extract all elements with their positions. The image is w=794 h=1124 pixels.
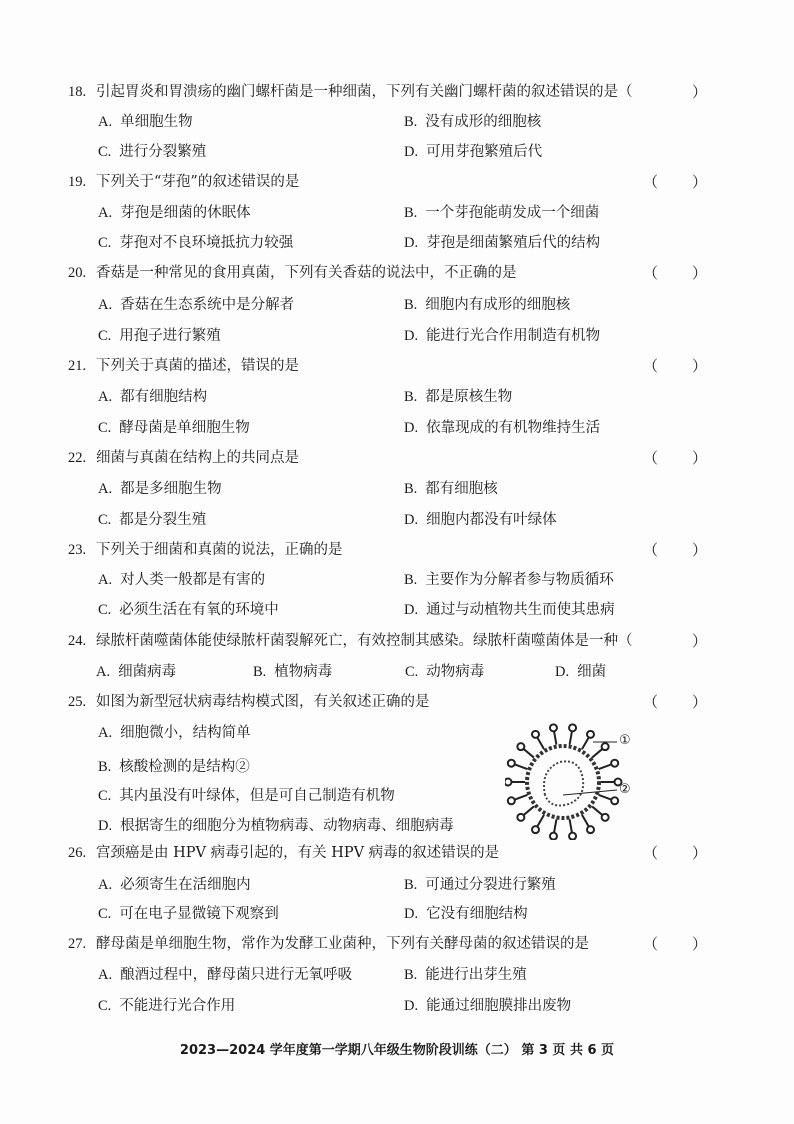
answer-option xyxy=(98,817,454,835)
question-stem: 下列关于真菌的描述，错误的是 xyxy=(96,358,299,374)
option-label: C. xyxy=(98,512,112,528)
spike-head xyxy=(569,724,576,731)
answer-option xyxy=(404,601,615,619)
spike-protein xyxy=(570,819,572,833)
answer-option xyxy=(98,601,279,619)
answer-paren-close: ） xyxy=(692,632,708,650)
option-label: C. xyxy=(98,602,112,618)
spike-protein xyxy=(537,815,544,827)
option-text: 细胞内有成形的细胞核 xyxy=(425,297,571,313)
spike-head xyxy=(611,760,618,767)
spike-head xyxy=(517,814,524,821)
option-text: 芽孢对不良环境抵抗力较强 xyxy=(119,235,294,251)
answer-option xyxy=(98,724,251,742)
question-number: 20. xyxy=(68,265,87,281)
option-text: 细菌 xyxy=(577,664,607,680)
option-text: 可在电子显微镜下观察到 xyxy=(119,906,279,922)
answer-option xyxy=(404,571,614,589)
option-label: D. xyxy=(404,512,419,528)
answer-option xyxy=(98,388,207,406)
answer-option xyxy=(98,204,251,222)
question-number: 22. xyxy=(68,450,87,466)
option-text: 香菇在生态系统中是分解者 xyxy=(120,297,295,313)
question-number: 19. xyxy=(68,174,87,190)
option-text: 进行分裂繁殖 xyxy=(119,144,207,160)
spike-head xyxy=(517,743,524,750)
option-label: B. xyxy=(404,481,418,497)
spike-head xyxy=(505,779,512,786)
question-stem: 下列关于“芽孢”的叙述错误的是 xyxy=(96,174,300,190)
answer-option xyxy=(98,876,251,894)
option-text: 能进行光合作用制造有机物 xyxy=(426,328,601,344)
option-text: 主要作为分解者参与物质循环 xyxy=(425,572,614,588)
question-number: 21. xyxy=(68,358,87,374)
answer-option xyxy=(253,663,332,681)
spike-head xyxy=(532,826,539,833)
question-number: 24. xyxy=(68,633,87,649)
option-text: 一个芽孢能萌发成一个细菌 xyxy=(425,205,600,221)
option-text: 都有细胞结构 xyxy=(120,389,208,405)
answer-paren-open: （ xyxy=(643,541,659,559)
option-text: 必须生活在有氧的环境中 xyxy=(119,602,279,618)
answer-option xyxy=(404,327,600,345)
option-label: C. xyxy=(98,328,112,344)
spike-head xyxy=(602,814,609,821)
option-label: C. xyxy=(98,144,112,160)
spike-head xyxy=(508,797,515,804)
answer-option xyxy=(98,905,279,923)
option-label: B. xyxy=(404,297,418,313)
question-stem: 如图为新型冠状病毒结构模式图，有关叙述正确的是 xyxy=(96,694,430,710)
option-label: B. xyxy=(98,759,112,775)
option-text: 能通过细胞膜排出废物 xyxy=(426,998,572,1014)
spike-protein xyxy=(514,764,527,769)
answer-option xyxy=(404,997,571,1015)
option-text: 酿酒过程中，酵母菌只进行无氧呼吸 xyxy=(120,967,353,983)
question-number: 18. xyxy=(68,84,87,100)
answer-option xyxy=(98,997,235,1015)
option-text: 单细胞生物 xyxy=(120,114,193,130)
question-number: 23. xyxy=(68,542,87,558)
spike-protein xyxy=(570,731,572,745)
answer-option xyxy=(98,143,206,161)
page-footer: 2023—2024 学年度第一学期八年级生物阶段训练（二） 第 3 页 共 6 页 xyxy=(179,1043,615,1058)
spike-protein xyxy=(592,749,603,758)
option-label: A. xyxy=(96,664,111,680)
answer-option xyxy=(96,663,176,681)
answer-paren-open: （ xyxy=(643,935,659,953)
spike-protein xyxy=(554,731,556,745)
option-label: B. xyxy=(404,572,418,588)
answer-paren-open: （ xyxy=(643,844,659,862)
answer-paren-close: ） xyxy=(692,844,708,862)
answer-paren-close: ） xyxy=(692,541,708,559)
option-text: 细胞内都没有叶绿体 xyxy=(426,512,557,528)
answer-option xyxy=(98,296,294,314)
answer-option xyxy=(555,663,606,681)
virus-nucleic-acid xyxy=(544,761,583,805)
option-text: 可通过分裂进行繁殖 xyxy=(425,877,556,893)
answer-option xyxy=(404,234,600,252)
spike-protein xyxy=(599,795,612,800)
option-label: A. xyxy=(98,389,113,405)
option-text: 都是多细胞生物 xyxy=(120,481,222,497)
answer-paren-close: ） xyxy=(692,357,708,375)
spike-protein xyxy=(514,795,527,800)
option-text: 芽孢是细菌的休眠体 xyxy=(120,205,251,221)
answer-paren-close: ） xyxy=(692,173,708,191)
spike-protein xyxy=(592,806,603,815)
question-number: 27. xyxy=(68,936,87,952)
answer-option xyxy=(404,296,570,314)
option-label: B. xyxy=(404,877,418,893)
option-label: C. xyxy=(98,906,112,922)
option-text: 都有细胞核 xyxy=(425,481,498,497)
option-text: 它没有细胞结构 xyxy=(426,906,528,922)
question-stem: 细菌与真菌在结构上的共同点是 xyxy=(96,450,299,466)
answer-paren-open: （ xyxy=(643,357,659,375)
answer-paren-close: ） xyxy=(692,935,708,953)
option-label: D. xyxy=(98,818,113,834)
answer-option xyxy=(98,787,395,805)
answer-paren-close: ） xyxy=(692,693,708,711)
answer-option xyxy=(404,480,498,498)
spike-protein xyxy=(554,819,556,833)
spike-protein xyxy=(599,764,612,769)
option-label: B. xyxy=(404,114,418,130)
spike-head xyxy=(569,833,576,840)
option-label: D. xyxy=(555,664,570,680)
option-text: 都是分裂生殖 xyxy=(119,512,207,528)
option-label: A. xyxy=(98,481,113,497)
answer-paren-close: ） xyxy=(692,449,708,467)
answer-paren-open: （ xyxy=(643,173,659,191)
answer-option xyxy=(404,419,600,437)
answer-option xyxy=(405,663,484,681)
option-label: D. xyxy=(404,998,419,1014)
option-label: C. xyxy=(98,998,112,1014)
answer-paren-open: （ xyxy=(643,449,659,467)
answer-option xyxy=(98,758,250,776)
spike-protein xyxy=(523,749,534,758)
answer-paren-open: （ xyxy=(643,264,659,282)
answer-option xyxy=(404,876,556,894)
spike-head xyxy=(550,833,557,840)
spike-protein xyxy=(523,806,534,815)
option-label: C. xyxy=(98,235,112,251)
question-number: 26. xyxy=(68,845,87,861)
answer-option xyxy=(404,204,599,222)
question-stem: 下列关于细菌和真菌的说法，正确的是 xyxy=(96,542,343,558)
option-text: 依靠现成的有机物维持生活 xyxy=(426,420,601,436)
spike-protein xyxy=(537,737,544,749)
option-text: 没有成形的细胞核 xyxy=(425,114,542,130)
answer-option xyxy=(98,234,293,252)
option-label: A. xyxy=(98,297,113,313)
option-text: 根据寄生的细胞分为植物病毒、动物病毒、细胞病毒 xyxy=(120,818,454,834)
option-label: D. xyxy=(404,328,419,344)
option-label: A. xyxy=(98,725,113,741)
option-text: 细菌病毒 xyxy=(118,664,177,680)
answer-option xyxy=(98,327,221,345)
spike-protein xyxy=(582,737,589,749)
figure-label-2: ② xyxy=(619,782,631,797)
option-text: 酵母菌是单细胞生物 xyxy=(119,420,250,436)
option-label: D. xyxy=(404,235,419,251)
option-label: C. xyxy=(98,420,112,436)
question-stem: 引起胃炎和胃溃疡的幽门螺杆菌是一种细菌，下列有关幽门螺杆菌的叙述错误的是（ xyxy=(96,84,633,100)
spike-head xyxy=(532,731,539,738)
option-label: A. xyxy=(98,877,113,893)
option-text: 细胞微小，结构简单 xyxy=(120,725,251,741)
spike-head xyxy=(550,724,557,731)
answer-option xyxy=(404,388,512,406)
option-label: B. xyxy=(404,967,418,983)
option-text: 不能进行光合作用 xyxy=(119,998,236,1014)
answer-option xyxy=(98,511,206,529)
virus-envelope xyxy=(527,746,599,818)
option-label: A. xyxy=(98,967,113,983)
spike-head xyxy=(587,731,594,738)
option-text: 必须寄生在活细胞内 xyxy=(120,877,251,893)
coronavirus-diagram xyxy=(505,720,625,840)
answer-paren-close: ） xyxy=(692,83,708,101)
option-label: A. xyxy=(98,572,113,588)
option-label: A. xyxy=(98,114,113,130)
answer-option xyxy=(98,966,352,984)
option-label: D. xyxy=(404,906,419,922)
question-stem: 绿脓杆菌噬菌体能使绿脓杆菌裂解死亡，有效控制其感染。绿脓杆菌噬菌体是一种（ xyxy=(96,633,633,649)
option-text: 对人类一般都是有害的 xyxy=(120,572,266,588)
option-label: D. xyxy=(404,420,419,436)
option-text: 核酸检测的是结构② xyxy=(119,759,250,775)
option-label: D. xyxy=(404,144,419,160)
option-label: A. xyxy=(98,205,113,221)
answer-option xyxy=(404,143,542,161)
option-text: 能进行出芽生殖 xyxy=(425,967,527,983)
option-label: D. xyxy=(404,602,419,618)
option-label: B. xyxy=(253,664,267,680)
question-stem: 宫颈癌是由 HPV 病毒引起的，有关 HPV 病毒的叙述错误的是 xyxy=(96,845,500,861)
question-stem: 香菇是一种常见的食用真菌，下列有关香菇的说法中，不正确的是 xyxy=(96,265,517,281)
answer-option xyxy=(98,113,193,131)
spike-protein xyxy=(582,815,589,827)
spike-head xyxy=(611,797,618,804)
answer-option xyxy=(404,511,557,529)
option-text: 其内虽没有叶绿体，但是可自己制造有机物 xyxy=(119,788,395,804)
option-text: 动物病毒 xyxy=(426,664,485,680)
option-label: B. xyxy=(404,389,418,405)
answer-paren-close: ） xyxy=(692,264,708,282)
answer-option xyxy=(98,419,250,437)
option-label: C. xyxy=(405,664,419,680)
spike-head xyxy=(508,760,515,767)
label-leader-line xyxy=(563,790,617,795)
answer-option xyxy=(98,571,265,589)
answer-option xyxy=(404,905,528,923)
question-stem: 酵母菌是单细胞生物，常作为发酵工业菌种，下列有关酵母菌的叙述错误的是 xyxy=(96,936,589,952)
option-label: C. xyxy=(98,788,112,804)
option-text: 通过与动植物共生而使其患病 xyxy=(426,602,615,618)
answer-paren-open: （ xyxy=(643,693,659,711)
option-text: 用孢子进行繁殖 xyxy=(119,328,221,344)
option-text: 芽孢是细菌繁殖后代的结构 xyxy=(426,235,601,251)
figure-label-1: ① xyxy=(619,733,631,748)
answer-option xyxy=(404,113,541,131)
answer-option xyxy=(98,480,222,498)
spike-head xyxy=(587,826,594,833)
option-label: B. xyxy=(404,205,418,221)
answer-option xyxy=(404,966,527,984)
option-text: 可用芽孢繁殖后代 xyxy=(426,144,543,160)
spike-head xyxy=(602,743,609,750)
option-text: 都是原核生物 xyxy=(425,389,513,405)
option-text: 植物病毒 xyxy=(274,664,333,680)
question-number: 25. xyxy=(68,694,87,710)
